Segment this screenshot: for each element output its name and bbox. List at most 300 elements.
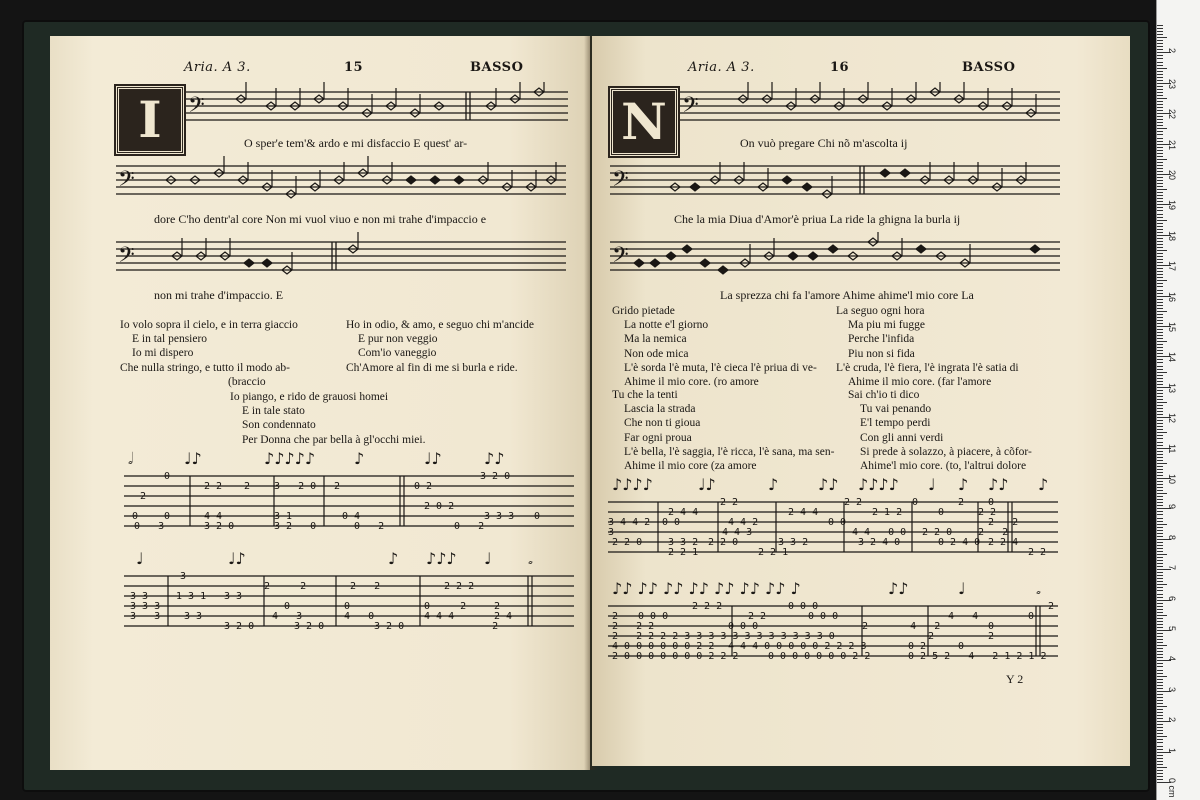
svg-text:2 2 0: 2 2 0 xyxy=(612,537,643,548)
svg-text:0 - 2: 0 - 2 xyxy=(354,521,385,532)
ruler-minor-tick xyxy=(1157,58,1163,59)
svg-text:4 4 3: 4 4 3 xyxy=(722,527,753,538)
ruler-minor-tick xyxy=(1157,378,1163,379)
svg-text:4 4 - 0 0: 4 4 - 0 0 xyxy=(852,527,907,538)
ruler-minor-tick xyxy=(1157,597,1163,598)
ruler-minor-tick xyxy=(1157,86,1163,87)
ruler-minor-tick xyxy=(1157,761,1163,762)
ruler-label: 10 xyxy=(1167,474,1177,485)
music-staff-3 xyxy=(610,232,1060,284)
ruler-minor-tick xyxy=(1157,742,1163,743)
ruler-minor-tick xyxy=(1157,673,1163,674)
music-staff-1 xyxy=(186,82,568,134)
poem-line: Ahime il mio core. (far l'amore xyxy=(848,376,992,389)
poem-line: Io volo sopra il cielo, e in terra giaccio xyxy=(120,319,298,331)
ruler-minor-tick xyxy=(1157,396,1163,397)
ruler-minor-tick xyxy=(1157,432,1167,433)
ruler-minor-tick xyxy=(1157,420,1163,421)
svg-text:4 - 3: 4 - 3 xyxy=(272,611,303,622)
ruler-minor-tick xyxy=(1157,578,1163,579)
svg-text:0 0: 0 0 xyxy=(662,517,681,528)
left-page xyxy=(50,36,590,770)
svg-text:2 2 2: 2 2 2 xyxy=(692,601,723,612)
poem-line: Ho in odio, & amo, e seguo chi m'ancide xyxy=(346,319,534,331)
ruler-minor-tick xyxy=(1157,186,1163,187)
ruler-minor-tick xyxy=(1157,256,1163,257)
part-name: BASSO xyxy=(962,60,1016,75)
ruler-minor-tick xyxy=(1157,779,1163,780)
poem-line: Lascia la strada xyxy=(624,403,696,416)
svg-text:3 2 0: 3 2 0 xyxy=(480,471,511,482)
svg-text:2 - 2: 2 - 2 xyxy=(978,527,1009,538)
ruler-minor-tick xyxy=(1157,712,1163,713)
ruler-minor-tick xyxy=(1157,612,1163,613)
svg-text:𝄢: 𝄢 xyxy=(188,93,205,123)
svg-text:0 2 5 2 - 4 - 2 1 2 1 2: 0 2 5 2 - 4 - 2 1 2 1 2 xyxy=(908,651,1047,662)
svg-text:♩: ♩ xyxy=(136,549,144,568)
poem-line: Non ode mica xyxy=(624,347,689,360)
svg-text:𝅗: 𝅗 xyxy=(1036,579,1042,598)
ruler-minor-tick xyxy=(1157,654,1163,655)
ruler-minor-tick xyxy=(1157,280,1167,281)
svg-text:2 2 1: 2 2 1 xyxy=(758,547,789,558)
ruler-label: 21 xyxy=(1167,139,1177,150)
ruler-minor-tick xyxy=(1157,165,1163,166)
ruler-minor-tick xyxy=(1157,636,1163,637)
ruler-minor-tick xyxy=(1157,37,1167,38)
svg-text:♪♪♪♪: ♪♪♪♪ xyxy=(612,475,653,494)
lute-tablature-1 xyxy=(608,472,1058,576)
svg-text:2 2 4: 2 2 4 xyxy=(988,537,1019,548)
svg-text:0: 0 xyxy=(1028,611,1035,622)
ruler-minor-tick xyxy=(1157,302,1163,303)
ruler-minor-tick xyxy=(1157,290,1163,291)
svg-text:2 - - - 4 - 2: 2 - - - 4 - 2 xyxy=(862,621,941,632)
ruler-minor-tick xyxy=(1157,259,1163,260)
svg-text:0: 0 xyxy=(164,471,171,482)
svg-text:2 2 2: 2 2 2 xyxy=(444,581,475,592)
ruler-minor-tick xyxy=(1157,217,1163,218)
poem-line: Si prede à solazzo, à piacere, à cõfor- xyxy=(860,445,1032,458)
svg-text:2 - - 2: 2 - - 2 xyxy=(264,581,307,592)
svg-text:0: 0 xyxy=(988,621,995,632)
ruler-minor-tick xyxy=(1157,676,1167,677)
ruler-minor-tick xyxy=(1157,89,1163,90)
ruler-minor-tick xyxy=(1157,402,1167,403)
ruler-minor-tick xyxy=(1157,438,1163,439)
svg-text:𝄢: 𝄢 xyxy=(612,243,629,273)
svg-text:2 2: 2 2 xyxy=(720,497,739,508)
ruler-label: 3 xyxy=(1167,686,1177,692)
ruler-minor-tick xyxy=(1157,238,1163,239)
page-number: 16 xyxy=(830,60,850,75)
poem-stanza-3 xyxy=(230,390,425,447)
ruler-minor-tick xyxy=(1157,730,1163,731)
ruler-minor-tick xyxy=(1157,466,1163,467)
ruler-minor-tick xyxy=(1157,253,1163,254)
ruler-minor-tick xyxy=(1157,277,1163,278)
ruler-minor-tick xyxy=(1157,679,1163,680)
svg-text:♪: ♪ xyxy=(958,475,969,494)
ruler-minor-tick xyxy=(1157,98,1167,99)
ruler-minor-tick xyxy=(1157,429,1163,430)
ruler-minor-tick xyxy=(1157,177,1163,178)
ruler-minor-tick xyxy=(1157,736,1167,737)
svg-text:0: 0 xyxy=(958,641,965,652)
ruler-minor-tick xyxy=(1157,344,1163,345)
svg-text:♪: ♪ xyxy=(388,549,399,568)
svg-text:♪♪: ♪♪ xyxy=(818,475,839,494)
svg-text:2 0 0 0 0 0 0 0 2 2 2: 2 0 0 0 0 0 0 0 2 2 2 xyxy=(612,651,739,662)
ruler-minor-tick xyxy=(1157,223,1163,224)
svg-text:𝄢: 𝄢 xyxy=(682,93,699,123)
ruler-minor-tick xyxy=(1157,505,1163,506)
svg-text:♪♪: ♪♪ xyxy=(484,449,505,468)
ruler-minor-tick xyxy=(1157,332,1163,333)
ruler-label: 19 xyxy=(1167,200,1177,211)
ruler-minor-tick xyxy=(1157,572,1163,573)
svg-text:♪♪: ♪♪ xyxy=(988,475,1009,494)
svg-text:2: 2 xyxy=(244,481,251,492)
poem-line: La seguo ogni hora xyxy=(836,305,925,317)
ruler-minor-tick xyxy=(1157,776,1163,777)
ruler-minor-tick xyxy=(1157,697,1163,698)
lute-tablature-2 xyxy=(608,576,1058,680)
ruler-minor-tick xyxy=(1157,557,1163,558)
ruler-minor-tick xyxy=(1157,603,1163,604)
poem-line: E in tal pensiero xyxy=(132,333,208,346)
ruler-minor-tick xyxy=(1157,442,1163,443)
ruler-minor-tick xyxy=(1157,220,1167,221)
ruler-minor-tick xyxy=(1157,247,1163,248)
ruler-minor-tick xyxy=(1157,150,1163,151)
ruler-minor-tick xyxy=(1157,642,1163,643)
ruler-minor-tick xyxy=(1157,180,1163,181)
poem-line: Perche l'infida xyxy=(848,333,915,346)
ruler-minor-tick xyxy=(1157,527,1163,528)
poem-stanza-3 xyxy=(612,388,834,473)
svg-text:♪♪♪♪♪: ♪♪♪♪♪ xyxy=(264,449,316,468)
music-staff-1 xyxy=(680,82,1060,134)
ruler-minor-tick xyxy=(1157,688,1163,689)
ruler-minor-tick xyxy=(1157,645,1167,646)
ruler-minor-tick xyxy=(1157,685,1163,686)
ruler-minor-tick xyxy=(1157,77,1163,78)
music-staff-2 xyxy=(116,156,566,208)
svg-text:0 0 0: 0 0 0 xyxy=(638,611,669,622)
svg-text:0 0 0: 0 0 0 xyxy=(728,621,759,632)
svg-text:3 1: 3 1 xyxy=(274,511,293,522)
ruler-minor-tick xyxy=(1157,214,1163,215)
ruler-minor-tick xyxy=(1157,153,1163,154)
svg-text:0 - 3: 0 - 3 xyxy=(134,521,165,532)
poem-stanza-2 xyxy=(836,304,1019,389)
svg-text:3 - 2 0: 3 - 2 0 xyxy=(274,481,317,492)
ruler-minor-tick xyxy=(1157,338,1163,339)
ruler-minor-tick xyxy=(1157,390,1163,391)
ruler-minor-tick xyxy=(1157,210,1163,211)
svg-text:2 2: 2 2 xyxy=(204,481,223,492)
ruler-minor-tick xyxy=(1157,122,1163,123)
ruler-minor-tick xyxy=(1157,530,1163,531)
ruler-minor-tick xyxy=(1157,670,1163,671)
ruler-minor-tick xyxy=(1157,496,1163,497)
svg-text:2: 2 xyxy=(334,481,341,492)
ruler-minor-tick xyxy=(1157,226,1163,227)
svg-text:0: 0 xyxy=(912,497,919,508)
ruler-minor-tick xyxy=(1157,514,1163,515)
ruler-minor-tick xyxy=(1157,566,1163,567)
ruler-minor-tick xyxy=(1157,62,1163,63)
running-title: Aria. A 3. xyxy=(688,60,755,75)
svg-text:0: 0 xyxy=(938,507,945,518)
ruler-label: 0 cm xyxy=(1167,778,1177,798)
svg-text:0 2: 0 2 xyxy=(414,481,433,492)
ruler-minor-tick xyxy=(1157,156,1163,157)
ruler-label: 23 xyxy=(1167,78,1177,89)
svg-text:3: 3 xyxy=(608,527,615,538)
ruler-minor-tick xyxy=(1157,101,1163,102)
ruler-label: 13 xyxy=(1167,382,1177,393)
ruler-minor-tick xyxy=(1157,110,1163,111)
ruler-minor-tick xyxy=(1157,362,1163,363)
poem-line: Ma la nemica xyxy=(624,333,687,346)
ruler-minor-tick xyxy=(1157,162,1163,163)
ruler-label: 2 xyxy=(1167,48,1177,54)
ruler-minor-tick xyxy=(1157,563,1163,564)
svg-text:♩: ♩ xyxy=(928,475,936,494)
svg-text:𝅗: 𝅗 xyxy=(528,549,534,568)
poem-line: Ahime'l mio core. (to, l'altrui dolore xyxy=(860,460,1027,473)
ruler-minor-tick xyxy=(1157,168,1163,169)
ruler-label: 7 xyxy=(1167,565,1177,571)
ruler-minor-tick xyxy=(1157,724,1163,725)
svg-text:0 0 0: 0 0 0 xyxy=(788,601,819,612)
poem-line: Piu non si fida xyxy=(848,347,915,360)
svg-text:3 3: 3 3 xyxy=(130,591,149,602)
ruler-minor-tick xyxy=(1157,484,1163,485)
ruler-label: 15 xyxy=(1167,322,1177,333)
ruler-minor-tick xyxy=(1157,770,1163,771)
ruler-minor-tick xyxy=(1157,183,1163,184)
svg-text:2 - 2: 2 - 2 xyxy=(350,581,381,592)
ruler-minor-tick xyxy=(1157,554,1167,555)
poem-line: Con gli anni verdi xyxy=(860,431,944,444)
svg-text:2 2: 2 2 xyxy=(978,507,997,518)
ruler-minor-tick xyxy=(1157,755,1163,756)
ruler-minor-tick xyxy=(1157,521,1163,522)
svg-text:3 - 3: 3 - 3 xyxy=(130,611,161,622)
svg-text:3 2 0: 3 2 0 xyxy=(224,621,255,632)
ruler-minor-tick xyxy=(1157,615,1167,616)
ruler-minor-tick xyxy=(1157,594,1163,595)
ruler-minor-tick xyxy=(1157,262,1163,263)
poem-line: Son condennato xyxy=(242,419,316,432)
svg-text:0 - 2: 0 - 2 xyxy=(454,521,485,532)
svg-text:3 3 2: 3 3 2 xyxy=(778,537,809,548)
ruler-minor-tick xyxy=(1157,758,1163,759)
ruler-minor-tick xyxy=(1157,435,1163,436)
svg-text:1 3 1: 1 3 1 xyxy=(176,591,207,602)
ruler-minor-tick xyxy=(1157,250,1167,251)
ruler-minor-tick xyxy=(1157,533,1163,534)
svg-text:3 3: 3 3 xyxy=(184,611,203,622)
ruler-minor-tick xyxy=(1157,399,1163,400)
ruler-minor-tick xyxy=(1157,147,1163,148)
ruler-minor-tick xyxy=(1157,493,1167,494)
ruler-minor-tick xyxy=(1157,584,1167,585)
ruler-minor-tick xyxy=(1157,487,1163,488)
svg-text:3 2 0: 3 2 0 xyxy=(374,621,405,632)
ruler-minor-tick xyxy=(1157,323,1163,324)
poem-stanza-1 xyxy=(120,318,298,389)
running-title: Aria. A 3. xyxy=(184,60,251,75)
poem-line: E in tale stato xyxy=(242,405,305,418)
ruler-minor-tick xyxy=(1157,359,1163,360)
svg-text:2: 2 xyxy=(612,611,619,622)
ruler-minor-tick xyxy=(1157,320,1163,321)
svg-text:0 2: 0 2 xyxy=(908,641,927,652)
ruler-minor-tick xyxy=(1157,241,1163,242)
ruler-minor-tick xyxy=(1157,700,1163,701)
ruler-minor-tick xyxy=(1157,192,1163,193)
ruler-minor-tick xyxy=(1157,305,1163,306)
svg-text:2 - 2 2: 2 - 2 2 xyxy=(612,621,655,632)
svg-text:4 - 4: 4 - 4 xyxy=(948,611,979,622)
ruler-minor-tick xyxy=(1157,518,1163,519)
poem-line: E pur non veggio xyxy=(358,333,438,346)
svg-text:2: 2 xyxy=(988,631,995,642)
ruler-label: 6 xyxy=(1167,595,1177,601)
ruler-minor-tick xyxy=(1157,575,1163,576)
ruler-label: 20 xyxy=(1167,170,1177,181)
svg-text:4 0 0 0 0 0 0 2 2: 4 0 0 0 0 0 0 2 2 xyxy=(612,641,715,652)
svg-text:0 0 0: 0 0 0 xyxy=(808,611,839,622)
ruler-minor-tick xyxy=(1157,663,1163,664)
ruler-minor-tick xyxy=(1157,65,1163,66)
ruler-minor-tick xyxy=(1157,733,1163,734)
svg-text:0: 0 xyxy=(164,511,171,522)
poem-line: Che nulla stringo, e tutto il modo ab- xyxy=(120,361,290,374)
ruler-minor-tick xyxy=(1157,451,1163,452)
ruler-minor-tick xyxy=(1157,718,1163,719)
ruler-minor-tick xyxy=(1157,463,1167,464)
ruler-minor-tick xyxy=(1157,375,1163,376)
ruler-minor-tick xyxy=(1157,271,1163,272)
ruler-minor-tick xyxy=(1157,119,1163,120)
ruler-minor-tick xyxy=(1157,560,1163,561)
ruler-minor-tick xyxy=(1157,524,1167,525)
ruler-label: 14 xyxy=(1167,352,1177,363)
ruler-minor-tick xyxy=(1157,95,1163,96)
ruler-minor-tick xyxy=(1157,481,1163,482)
ruler-minor-tick xyxy=(1157,366,1163,367)
ruler-minor-tick xyxy=(1157,746,1163,747)
svg-text:0: 0 xyxy=(344,601,351,612)
poem-line: Sai ch'io ti dico xyxy=(848,389,920,401)
svg-text:3 3 2: 3 3 2 xyxy=(668,537,699,548)
ruler-minor-tick xyxy=(1157,581,1163,582)
ruler-minor-tick xyxy=(1157,423,1163,424)
ruler-label: 2 xyxy=(1167,717,1177,723)
ruler-minor-tick xyxy=(1157,445,1163,446)
ruler-minor-tick xyxy=(1157,542,1163,543)
ruler-minor-tick xyxy=(1157,706,1167,707)
ruler-label: 4 xyxy=(1167,656,1177,662)
ruler-minor-tick xyxy=(1157,128,1167,129)
ruler-minor-tick xyxy=(1157,590,1163,591)
ruler-minor-tick xyxy=(1157,74,1163,75)
svg-text:𝄢: 𝄢 xyxy=(118,243,135,273)
poem-line: L'è sorda l'è muta, l'è cieca l'è priua di ve- xyxy=(624,361,817,374)
decorated-initial: N xyxy=(610,88,678,156)
ruler-minor-tick xyxy=(1157,34,1163,35)
music-staff-3 xyxy=(116,232,566,284)
svg-text:♪: ♪ xyxy=(768,475,779,494)
svg-text:2 4 4: 2 4 4 xyxy=(668,507,699,518)
music-staff-2 xyxy=(610,156,1060,208)
ruler-minor-tick xyxy=(1157,195,1163,196)
ruler-minor-tick xyxy=(1157,43,1163,44)
poem-line: Far ogni proua xyxy=(624,431,692,444)
ruler-label: 17 xyxy=(1167,261,1177,272)
poem-line: L'è bella, l'è saggia, l'è ricca, l'è sana, ma sen- xyxy=(624,445,835,458)
ruler-minor-tick xyxy=(1157,31,1163,32)
ruler-minor-tick xyxy=(1157,293,1163,294)
ruler-minor-tick xyxy=(1157,229,1163,230)
ruler-minor-tick xyxy=(1157,703,1163,704)
ruler-minor-tick xyxy=(1157,104,1163,105)
ruler-minor-tick xyxy=(1157,627,1163,628)
ruler-minor-tick xyxy=(1157,475,1163,476)
svg-text:0: 0 xyxy=(284,601,291,612)
ruler-minor-tick xyxy=(1157,116,1163,117)
ruler-minor-tick xyxy=(1157,621,1163,622)
svg-text:2 2 1: 2 2 1 xyxy=(668,547,699,558)
poem-line: Ahime il mio core (za amore xyxy=(624,460,757,473)
right-page xyxy=(592,36,1130,766)
svg-text:𝄢: 𝄢 xyxy=(612,167,629,197)
svg-text:♩: ♩ xyxy=(958,579,966,598)
svg-text:♩♪: ♩♪ xyxy=(184,449,202,468)
ruler-minor-tick xyxy=(1157,141,1163,142)
ruler-label: 18 xyxy=(1167,230,1177,241)
ruler-minor-tick xyxy=(1157,490,1163,491)
svg-text:2: 2 xyxy=(494,601,501,612)
ruler-minor-tick xyxy=(1157,71,1163,72)
svg-text:♩♪: ♩♪ xyxy=(424,449,442,468)
ruler-minor-tick xyxy=(1157,472,1163,473)
svg-text:2: 2 xyxy=(140,491,147,502)
svg-text:4 4 4 0 0 0 0 0 2 2 2 3: 4 4 4 0 0 0 0 0 2 2 2 3 xyxy=(728,641,867,652)
ruler-minor-tick xyxy=(1157,499,1163,500)
ruler-minor-tick xyxy=(1157,159,1167,160)
svg-text:4 - 0: 4 - 0 xyxy=(344,611,375,622)
svg-text:4 4 2: 4 4 2 xyxy=(728,517,759,528)
svg-text:2 2 0: 2 2 0 xyxy=(922,527,953,538)
poem-line: Io mi dispero xyxy=(132,347,194,360)
ruler-minor-tick xyxy=(1157,49,1163,50)
ruler-minor-tick xyxy=(1157,682,1163,683)
ruler-minor-tick xyxy=(1157,68,1167,69)
svg-text:𝄢: 𝄢 xyxy=(118,167,135,197)
ruler-minor-tick xyxy=(1157,727,1163,728)
svg-text:2: 2 xyxy=(958,497,965,508)
svg-text:3 2 4 0: 3 2 4 0 xyxy=(858,537,901,548)
ruler-minor-tick xyxy=(1157,709,1163,710)
poem-line: Io piango, e rido de grauosi homei xyxy=(230,391,389,403)
ruler-minor-tick xyxy=(1157,244,1163,245)
